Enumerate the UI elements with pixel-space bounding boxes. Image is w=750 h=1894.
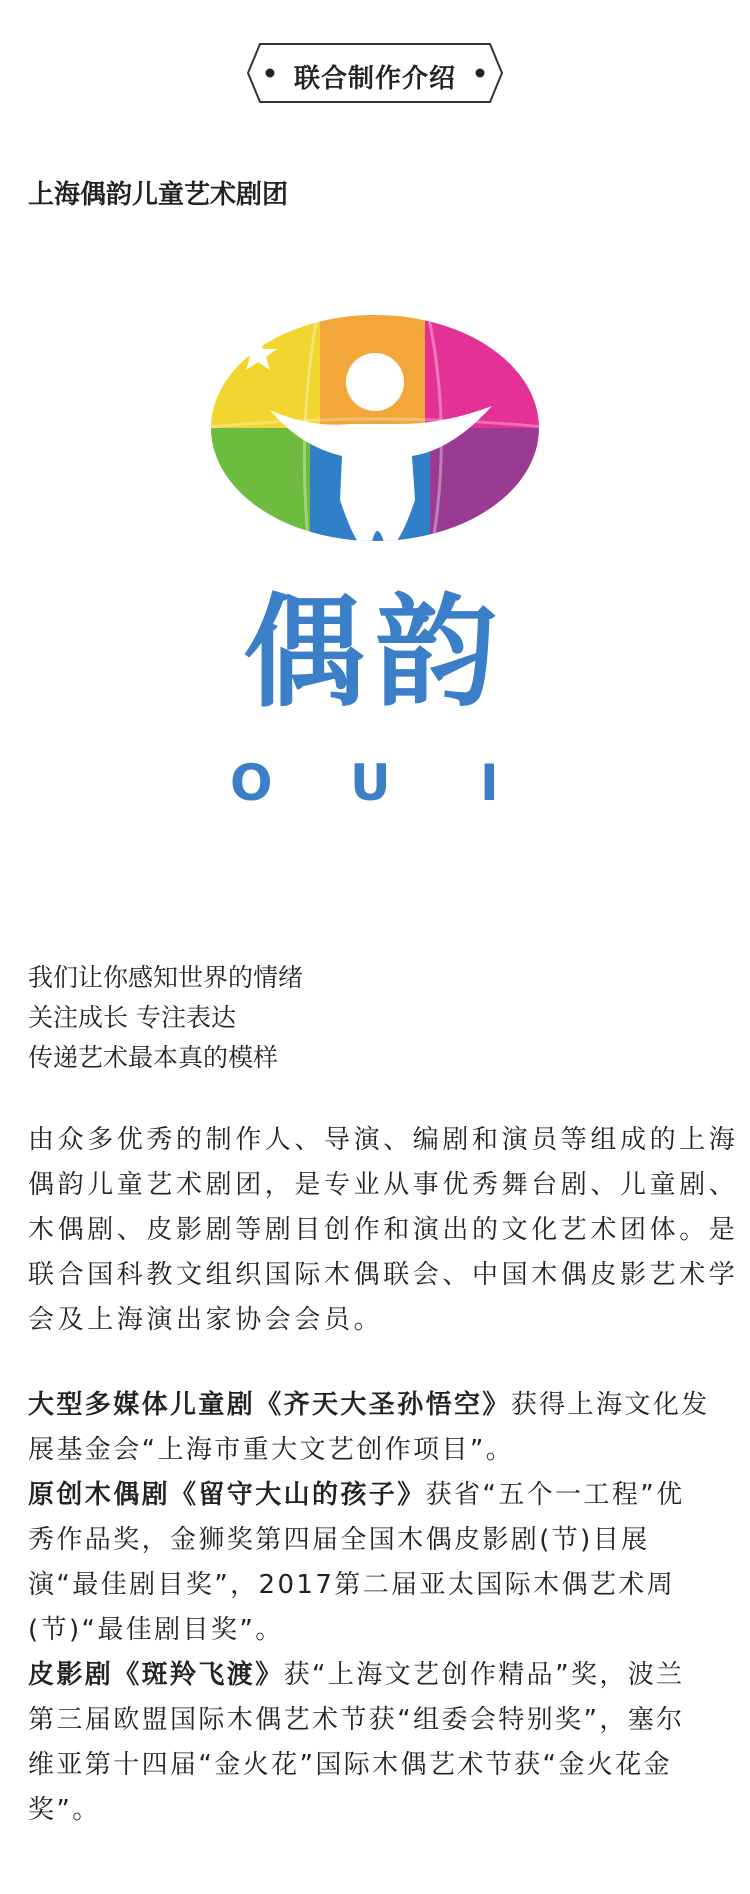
award-text: 演“最佳剧目奖”，2017第二届亚太国际木偶艺术周 [28, 1570, 676, 1600]
slogan-block [28, 958, 303, 1078]
logo-chinese-text: 偶韵 [243, 582, 507, 724]
award-title: 原创木偶剧《留守大山的孩子》 [28, 1480, 426, 1510]
award-line [28, 1428, 728, 1473]
award-text: 获得上海文化发 [510, 1390, 710, 1420]
logo-letter-o: O [230, 754, 273, 812]
slogan-line: 我们让你感知世界的情绪 [28, 963, 304, 992]
oui-logo [200, 300, 550, 820]
logo-letter-i: I [480, 754, 499, 812]
intro-paragraph [28, 1118, 739, 1343]
organization-name: 上海偶韵儿童艺术剧团 [28, 180, 289, 210]
award-title: 大型多媒体儿童剧《齐天大圣孙悟空》 [28, 1390, 511, 1420]
award-text: 奖”。 [28, 1795, 101, 1825]
intro-line: 会及上海演出家协会会员。 [28, 1305, 384, 1335]
intro-line: 木偶剧、皮影剧等剧目创作和演出的文化艺术团体。是 [28, 1215, 739, 1245]
award-line [28, 1518, 728, 1563]
award-line [28, 1743, 728, 1788]
award-line [28, 1608, 728, 1653]
award-title: 皮影剧《斑羚飞渡》 [28, 1660, 284, 1690]
section-header [246, 40, 504, 106]
logo-letter-u: U [350, 754, 391, 812]
award-text: 获省“五个一工程”优 [425, 1480, 685, 1510]
award-line [28, 1383, 728, 1428]
logo-graphic [200, 300, 550, 820]
award-text: 获“上海文艺创作精品”奖，波兰 [283, 1660, 685, 1690]
award-text: 秀作品奖，金狮奖第四届全国木偶皮影剧(节)目展 [28, 1525, 650, 1555]
award-line [28, 1653, 728, 1698]
award-text: 展基金会“上海市重大文艺创作项目”。 [28, 1435, 515, 1465]
intro-line: 偶韵儿童艺术剧团，是专业从事优秀舞台剧、儿童剧、 [28, 1170, 739, 1200]
award-line [28, 1698, 728, 1743]
award-text: 第三届欧盟国际木偶艺术节获“组委会特别奖”，塞尔 [28, 1705, 685, 1735]
award-text: (节)“最佳剧目奖”。 [28, 1615, 284, 1645]
slogan-line: 关注成长 专注表达 [28, 1003, 236, 1032]
slogan-line: 传递艺术最本真的模样 [28, 1043, 279, 1072]
intro-line: 由众多优秀的制作人、导演、编剧和演员等组成的上海 [28, 1125, 739, 1155]
header-title: 联合制作介绍 [293, 64, 456, 94]
award-text: 维亚第十四届“金火花”国际木偶艺术节获“金火花金 [28, 1750, 673, 1780]
intro-line: 联合国科教文组织国际木偶联会、中国木偶皮影艺术学 [28, 1260, 739, 1290]
award-line [28, 1788, 728, 1833]
award-line [28, 1563, 728, 1608]
awards-paragraph [28, 1383, 728, 1833]
award-line [28, 1473, 728, 1518]
logo-ellipse [200, 300, 550, 558]
